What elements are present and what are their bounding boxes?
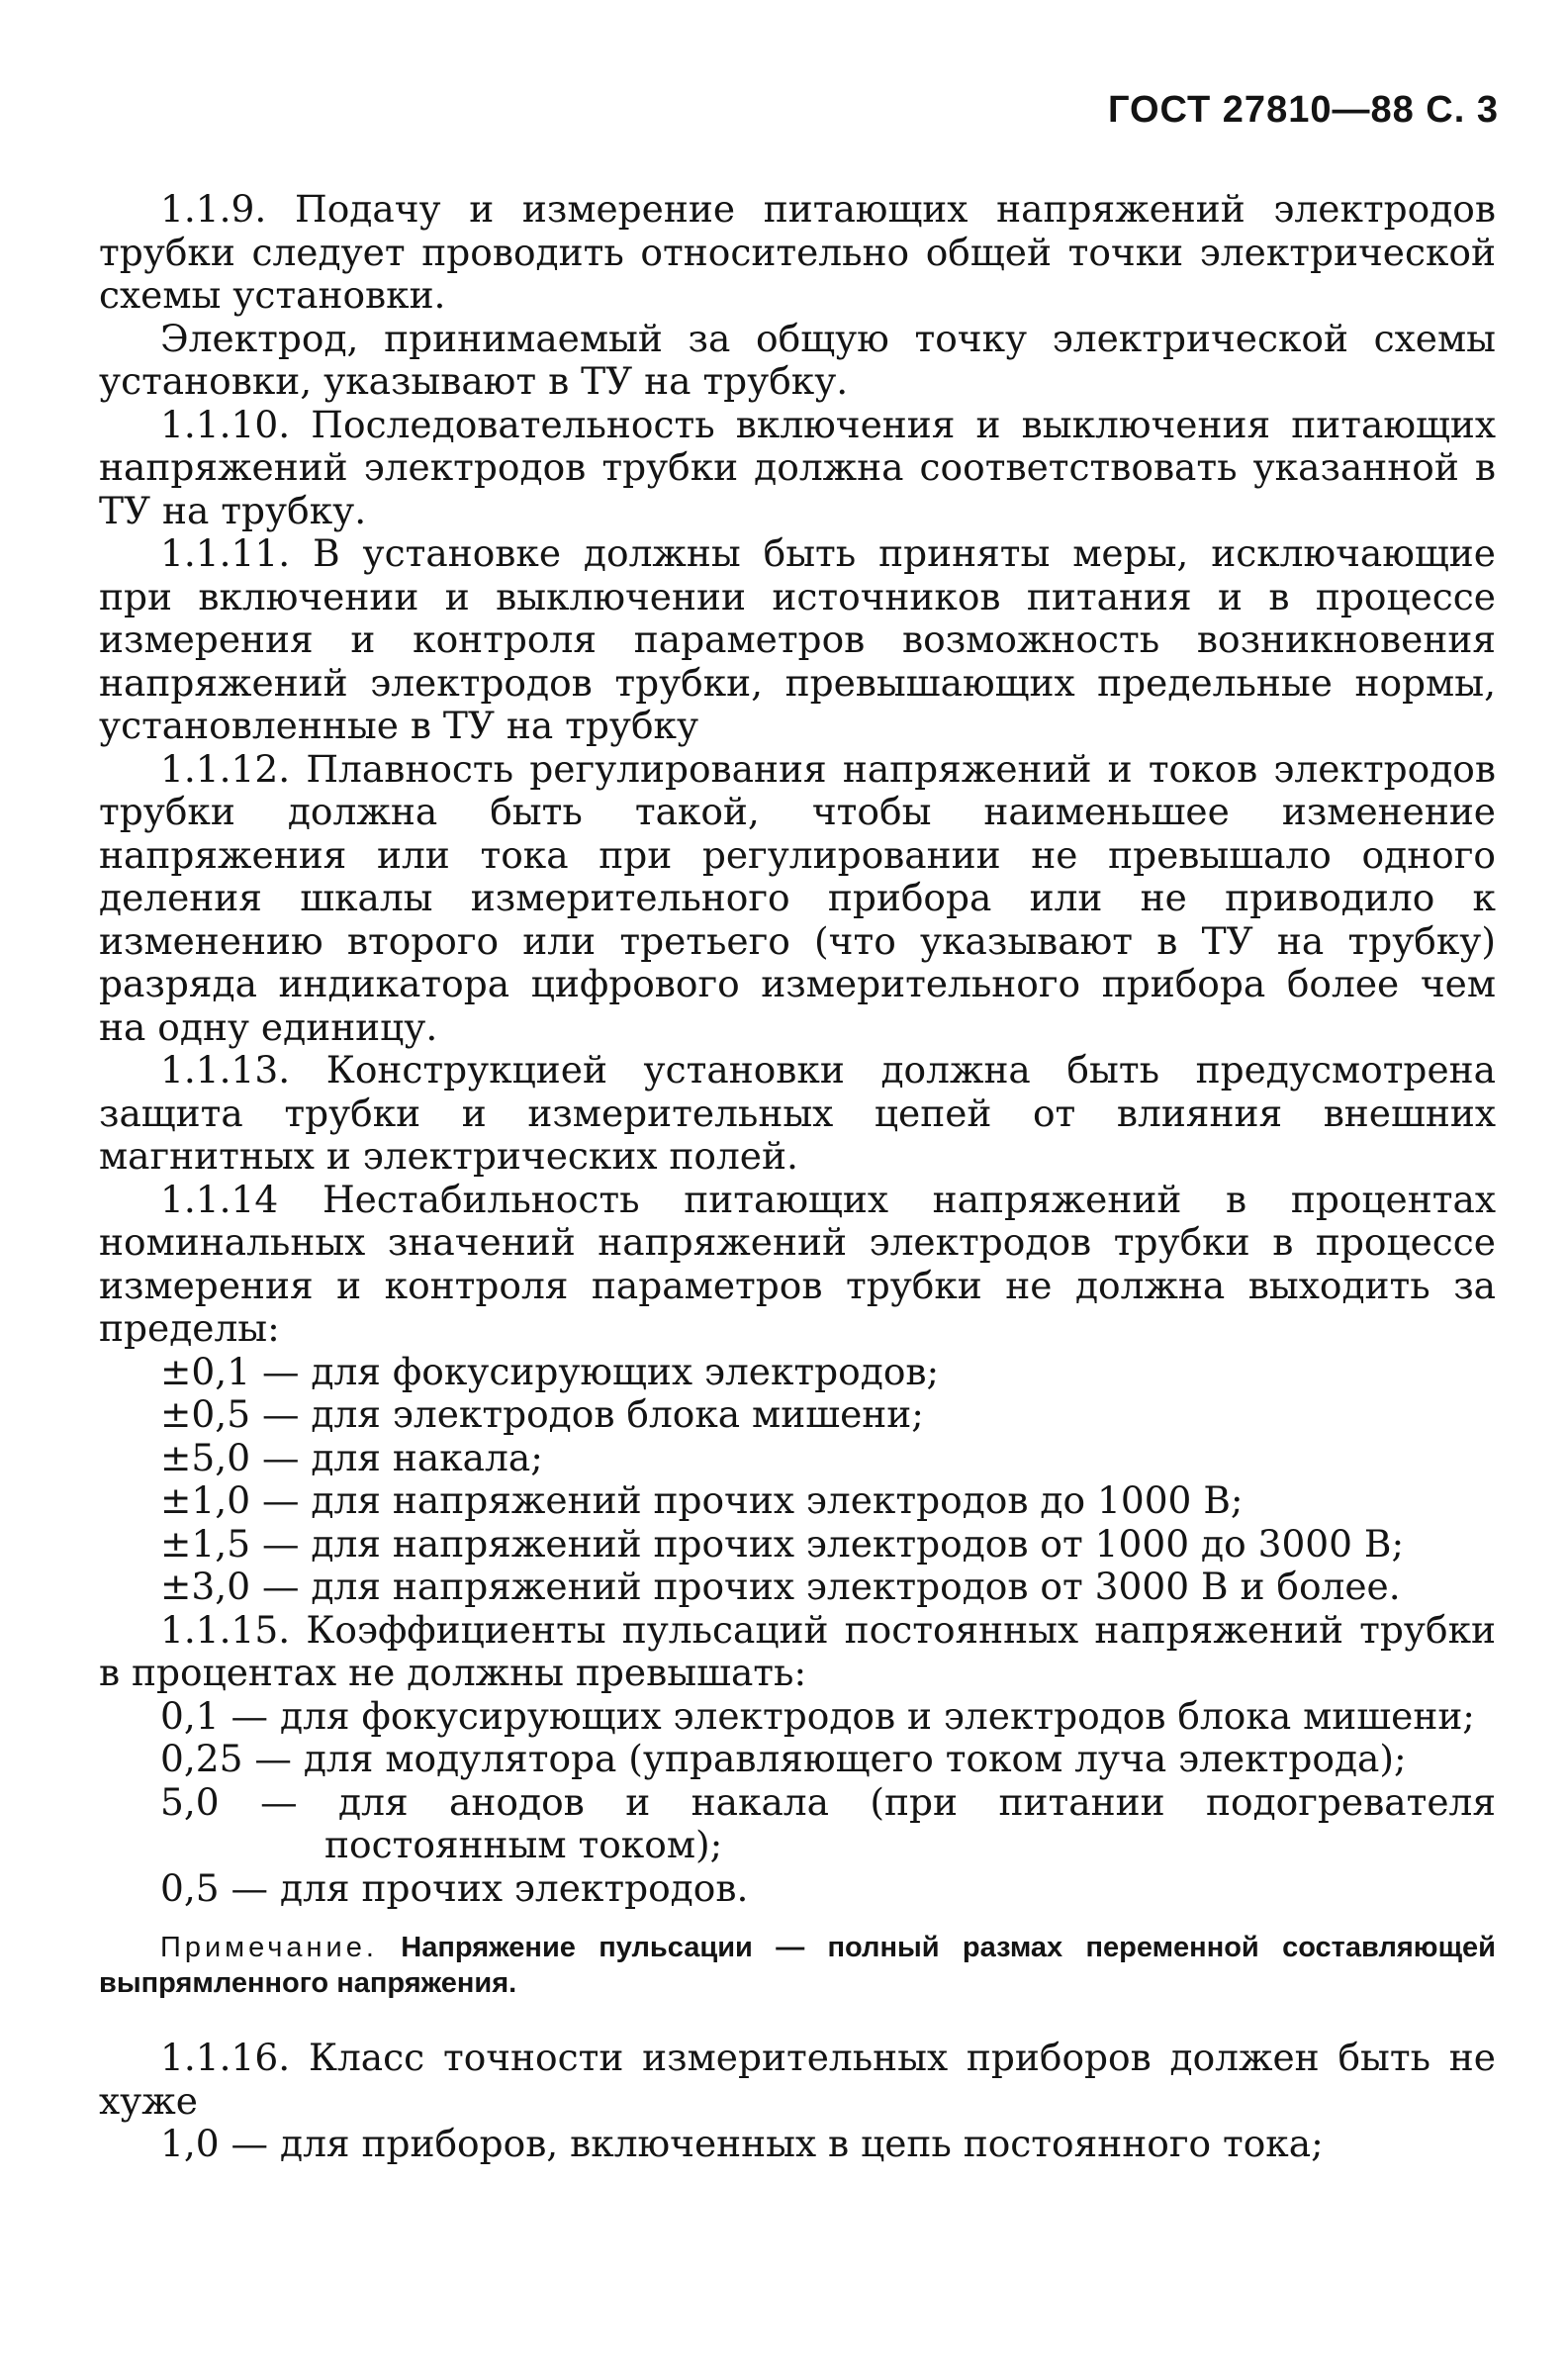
paragraph-1-1-13: 1.1.13. Конструкцией установки должна быть предусмотрена защита трубки и измерительных цепей от влияния внешних магнитных и электрических полей. bbox=[99, 1048, 1496, 1178]
list-item: 1,0 — для приборов, включенных в цепь постоянного тока; bbox=[160, 2122, 1324, 2165]
ripple-list bbox=[99, 1695, 1496, 1911]
list-item: ±3,0 — для напряжений прочих электродов от 3000 В и более. bbox=[160, 1565, 1401, 1608]
list-item: ±5,0 — для накала; bbox=[160, 1435, 543, 1479]
list-item: ±0,1 — для фокусирующих электродов; bbox=[160, 1349, 940, 1393]
note bbox=[99, 1930, 1496, 2001]
list-item: ±0,5 — для электродов блока мишени; bbox=[160, 1392, 924, 1436]
paragraph-1-1-11: 1.1.11. В установке должны быть приняты меры, исключающие при включении и выключении источников питания и в процессе измерения и контроля параметров возможность возникновения напряжений электродов трубки, превышающих предельные нормы, установленные в ТУ на трубку bbox=[99, 531, 1496, 747]
note-label: Примечание. bbox=[160, 1932, 378, 1963]
paragraph-1-1-14: 1.1.14 Нестабильность питающих напряжений в процентах номинальных значений напряжений электродов трубки в процессе измерения и контроля параметров трубки не должна выходить за пределы: bbox=[99, 1177, 1496, 1350]
list-item: 0,5 — для прочих электродов. bbox=[160, 1865, 749, 1910]
page-header: ГОСТ 27810—88 С. 3 bbox=[1107, 89, 1499, 131]
list-item: ±1,5 — для напряжений прочих электродов от 1000 до 3000 В; bbox=[160, 1521, 1405, 1566]
paragraph-1-1-9: 1.1.9. Подачу и измерение питающих напряжений электродов трубки следует проводить относительно общей точки электрической схемы установки. bbox=[99, 187, 1496, 317]
list-item: ±1,0 — для напряжений прочих электродов до 1000 В; bbox=[160, 1478, 1244, 1522]
paragraph-1-1-12: 1.1.12. Плавность регулирования напряжений и токов электродов трубки должна быть такой, чтобы наименьшее изменение напряжения или тока при регулировании не превышало одного деления шкалы измерительного прибора или не приводило к изменению второго или третьего (что указывают в ТУ на трубку) разряда индикатора цифрового измерительного прибора более чем на одну единицу. bbox=[99, 746, 1496, 1049]
paragraph-1-1-15: 1.1.15. Коэффициенты пульсаций постоянных напряжений трубки в процентах не должны превышать: bbox=[99, 1607, 1496, 1694]
list-item: 0,25 — для модулятора (управляющего током луча электрода); bbox=[160, 1737, 1407, 1780]
list-item: 5,0 — для анодов и накала (при питании подогревателя постоянным током); bbox=[160, 1779, 1496, 1866]
list-item: 0,1 — для фокусирующих электродов и электродов блока мишени; bbox=[160, 1693, 1475, 1738]
paragraph-1-1-10: 1.1.10. Последовательность включения и выключения питающих напряжений электродов трубки должна соответствовать указанной в ТУ на трубку. bbox=[99, 402, 1496, 532]
paragraph-1-1-16: 1.1.16. Класс точности измерительных приборов должен быть не хуже bbox=[99, 2036, 1496, 2123]
stability-list bbox=[99, 1351, 1496, 1609]
note-text: Напряжение пульсации — полный размах переменной составляющей выпрямленного напряжения. bbox=[99, 1932, 1496, 1999]
accuracy-list bbox=[99, 2123, 1496, 2166]
paragraph-1-1-9-continued: Электрод, принимаемый за общую точку электрической схемы установки, указывают в ТУ на трубку. bbox=[99, 316, 1496, 403]
document-body bbox=[99, 188, 1496, 2166]
